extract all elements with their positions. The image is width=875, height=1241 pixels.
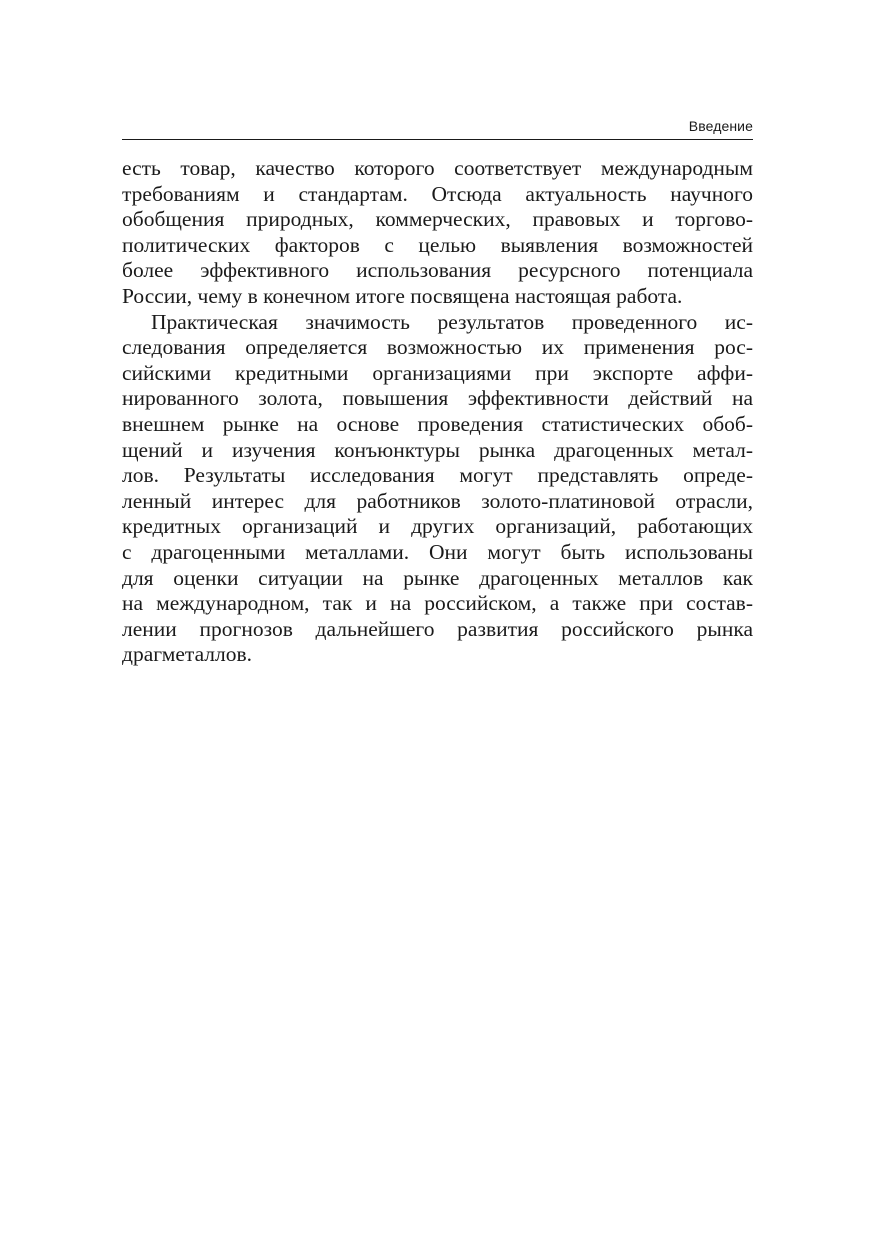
text-line: лении прогнозов дальнейшего развития российского рынка xyxy=(122,616,753,641)
text-line: политических факторов с целью выявления возможностей xyxy=(122,232,753,257)
text-line: ленный интерес для работников золото-платиновой отрасли, xyxy=(122,488,753,513)
section-title: Введение xyxy=(688,118,753,134)
text-line: кредитных организаций и других организаций, работающих xyxy=(122,514,753,539)
paragraph-2 xyxy=(122,310,753,668)
text-line: для оценки ситуации на рынке драгоценных металлов как xyxy=(122,565,753,590)
text-line: сийскими кредитными организациями при экспорте аффи- xyxy=(122,360,753,385)
text-line: есть товар, качество которого соответствует международным xyxy=(122,156,753,180)
text-line: внешнем рынке на основе проведения статистических обоб- xyxy=(122,411,753,436)
text-line: на международном, так и на российском, а также при состав- xyxy=(122,591,753,616)
text-line: щений и изучения конъюнктуры рынка драгоценных метал- xyxy=(122,437,753,462)
text-line: драгметаллов. xyxy=(122,642,253,667)
running-header xyxy=(122,117,753,140)
text-line: обобщения природных, коммерческих, правовых и торгово- xyxy=(122,207,753,232)
text-line: следования определяется возможностью их применения рос- xyxy=(122,335,753,360)
text-line: более эффективного использования ресурсного потенциала xyxy=(122,258,753,283)
text-line: требованиям и стандартам. Отсюда актуальность научного xyxy=(122,181,753,206)
text-line: с драгоценными металлами. Они могут быть использованы xyxy=(122,539,753,564)
text-line: Практическая значимость результатов проведенного ис- xyxy=(151,309,753,334)
paragraph-1 xyxy=(122,156,753,310)
text-line: России, чему в конечном итоге посвящена настоящая работа. xyxy=(122,283,683,308)
text-line: лов. Результаты исследования могут представлять опреде- xyxy=(122,463,753,488)
body-text xyxy=(122,156,753,668)
text-line: нированного золота, повышения эффективности действий на xyxy=(122,386,753,411)
